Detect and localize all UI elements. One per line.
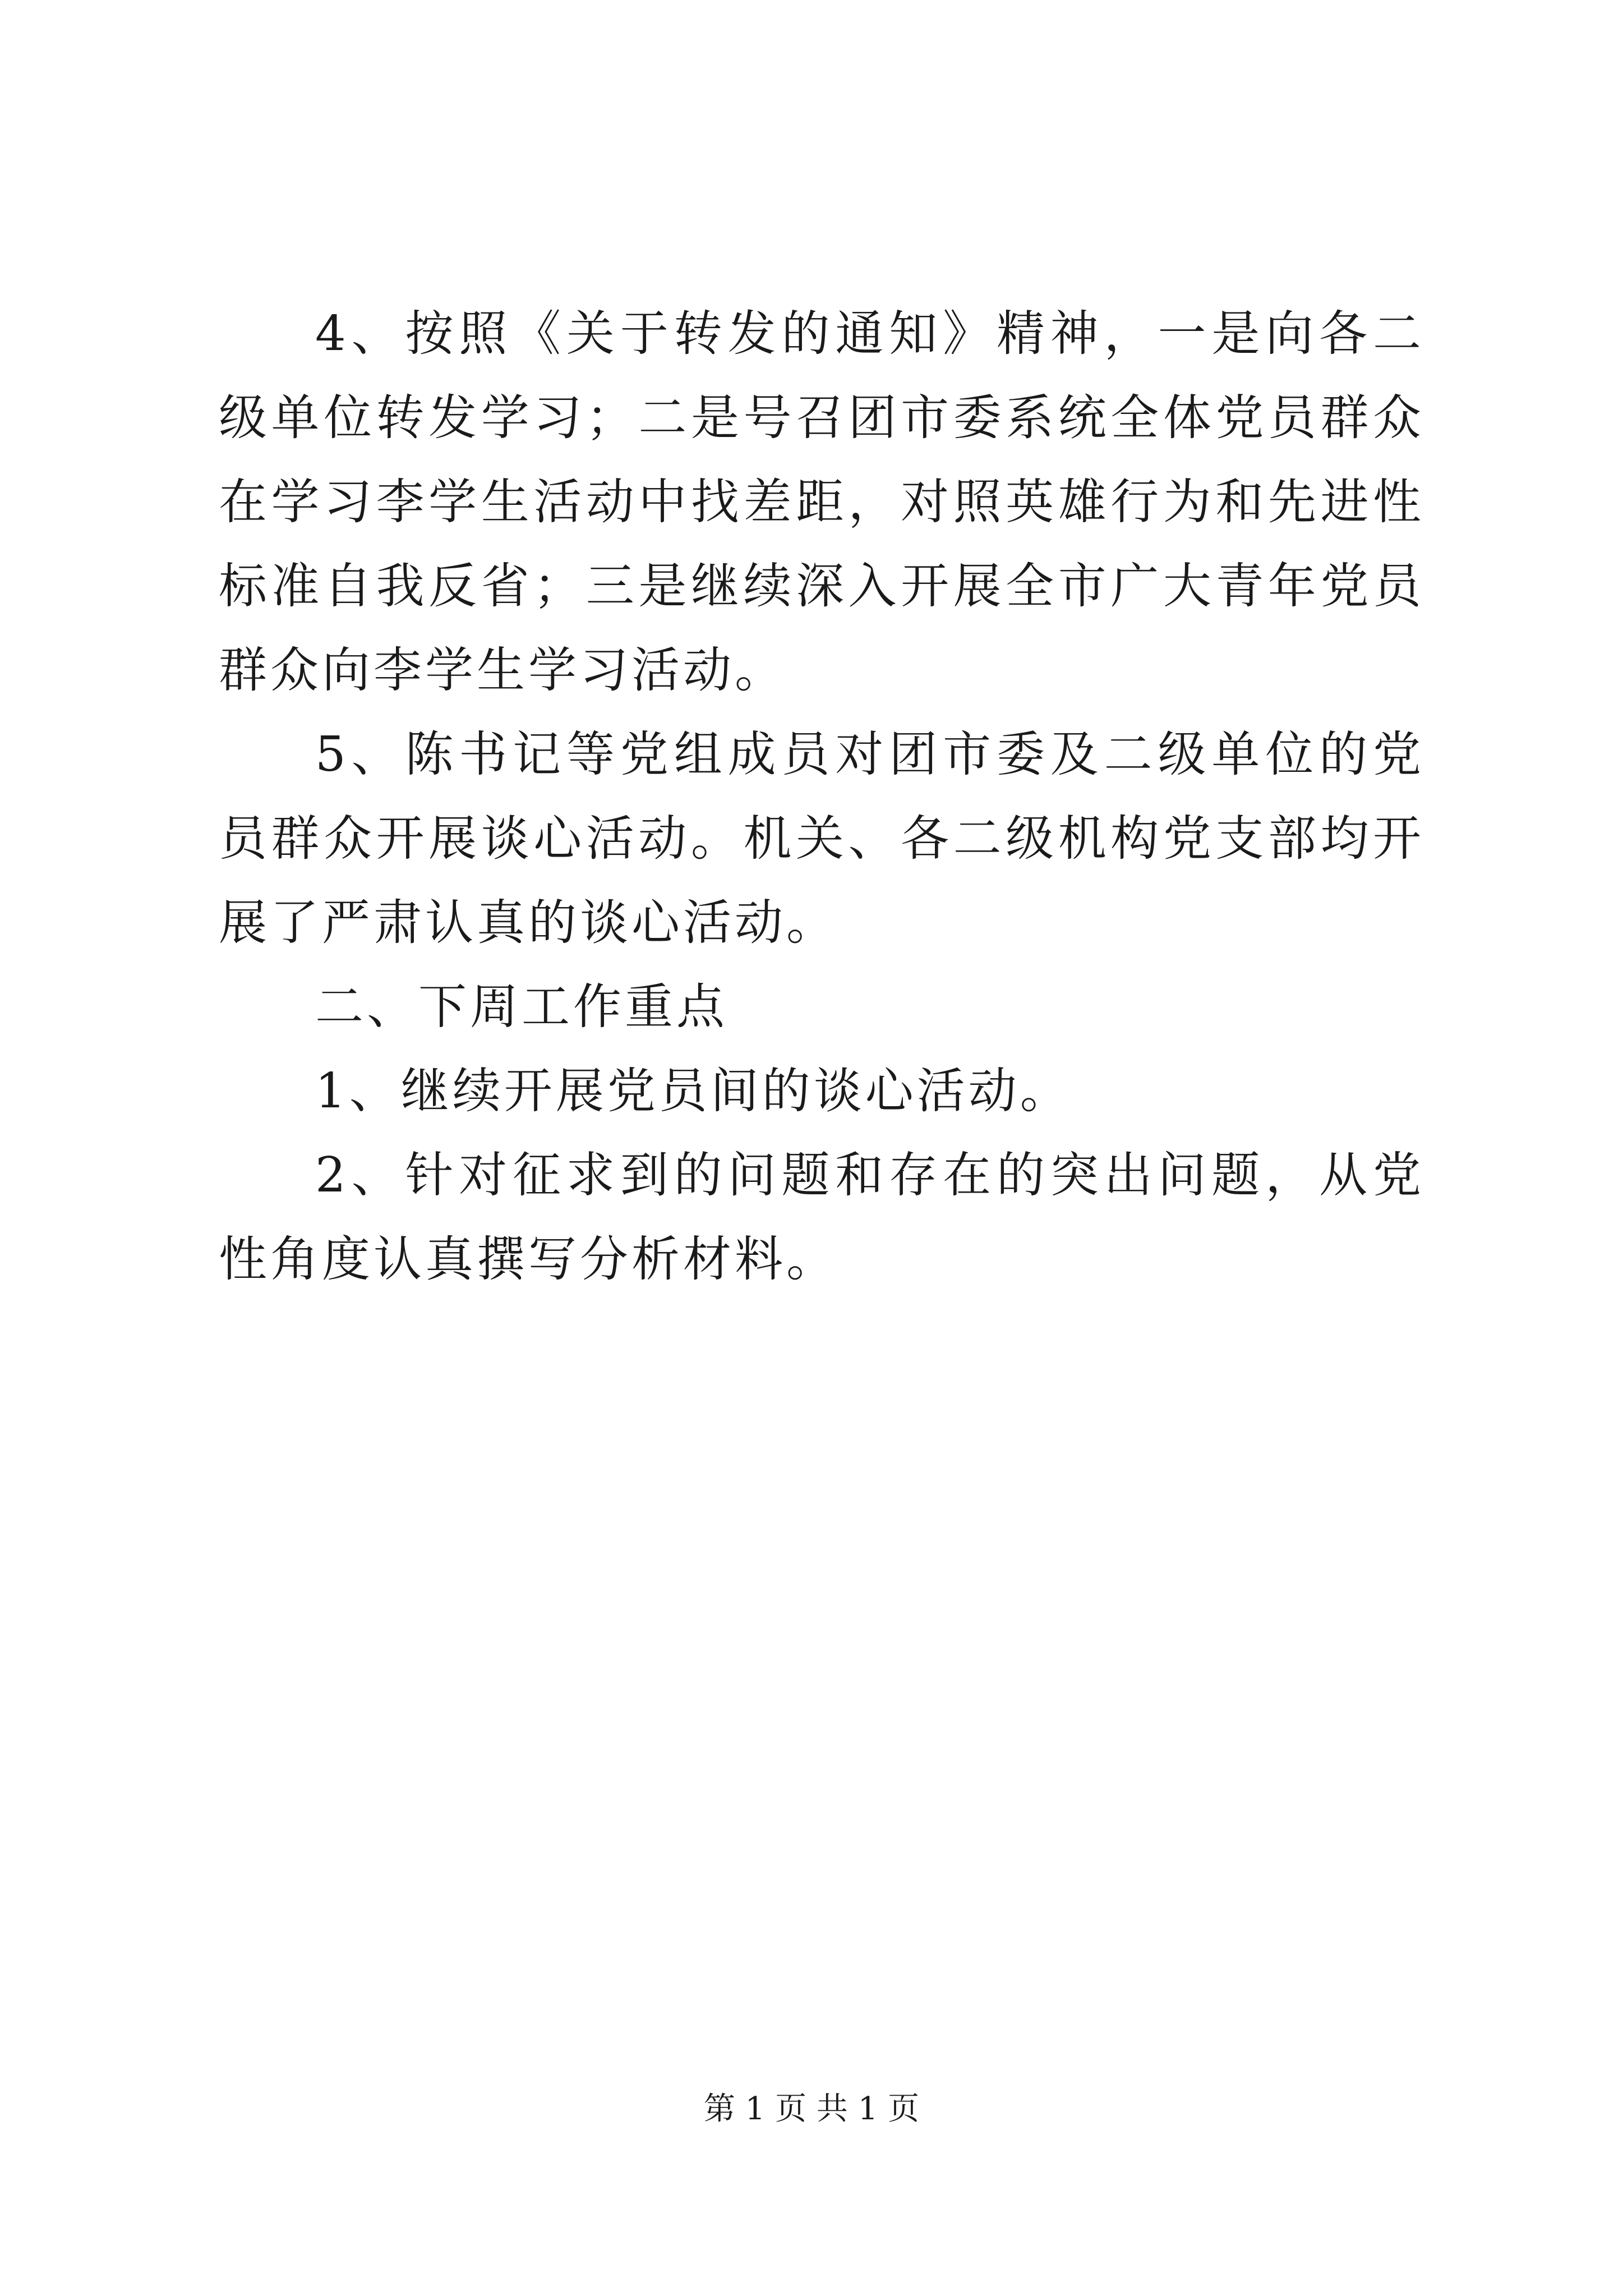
document-body — [219, 292, 1424, 1301]
section-heading-next-week: 二、下周工作重点 — [315, 979, 728, 1035]
paragraph-next-week-1: 1、继续开展党员间的谈心活动。 — [315, 1063, 1072, 1119]
paragraph-item-4: 4、按照《关于转发的通知》精神，一是向各二级单位转发学习；二是号召团市委系统全体党员群众在学习李学生活动中找差距，对照英雄行为和先进性标准自我反省；三是继续深入开展全市广大青年党员群众向李学生学习活动。 — [219, 306, 1424, 698]
paragraph-item-5: 5、陈书记等党组成员对团市委及二级单位的党员群众开展谈心活动。机关、各二级机构党支部均开展了严肃认真的谈心活动。 — [219, 726, 1424, 951]
paragraph-next-week-2: 2、针对征求到的问题和存在的突出问题，从党性角度认真撰写分析材料。 — [219, 1147, 1424, 1287]
page-number-footer: 第 1 页 共 1 页 — [703, 2091, 920, 2127]
